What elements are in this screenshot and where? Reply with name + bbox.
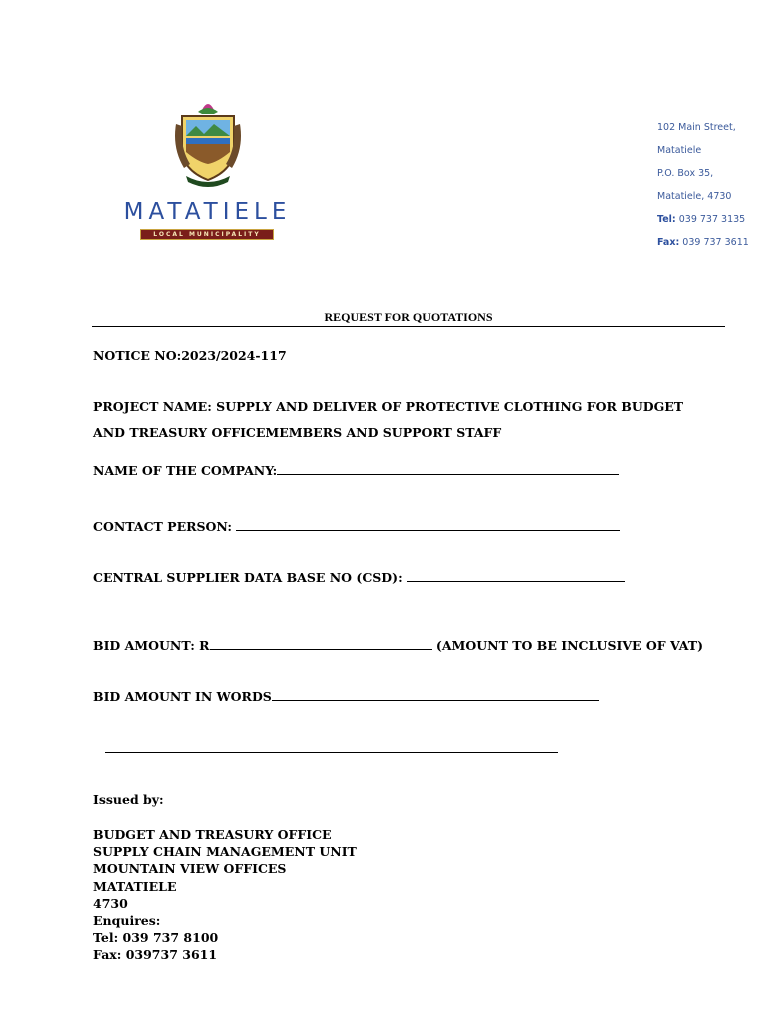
issuer-line: Tel: 039 737 8100 bbox=[93, 930, 219, 946]
address-po-box: P.O. Box 35, bbox=[657, 168, 714, 179]
bid-words-label: BID AMOUNT IN WORDS bbox=[93, 689, 272, 704]
company-name-field[interactable] bbox=[277, 462, 619, 475]
issuer-line: SUPPLY CHAIN MANAGEMENT UNIT bbox=[93, 844, 357, 860]
municipality-subtitle: LOCAL MUNICIPALITY bbox=[140, 229, 274, 240]
contact-person-row bbox=[93, 518, 620, 534]
notice-number: NOTICE NO:2023/2024-117 bbox=[93, 348, 287, 363]
address-tel: Tel: 039 737 3135 bbox=[657, 214, 746, 225]
bid-amount-field[interactable] bbox=[210, 637, 432, 650]
issuer-line: BUDGET AND TREASURY OFFICE bbox=[93, 827, 332, 842]
company-name-label: NAME OF THE COMPANY: bbox=[93, 463, 278, 478]
bid-words-field[interactable] bbox=[272, 688, 599, 701]
document-heading: REQUEST FOR QUOTATIONS bbox=[92, 309, 725, 327]
issuer-line: MATATIELE bbox=[93, 878, 177, 894]
contact-person-field[interactable] bbox=[236, 518, 620, 531]
csd-row bbox=[93, 569, 625, 585]
address-postal: Matatiele, 4730 bbox=[657, 191, 732, 202]
bid-words-continuation-field[interactable] bbox=[105, 752, 558, 753]
address-street: 102 Main Street, bbox=[657, 122, 736, 133]
issued-by-label: Issued by: bbox=[93, 792, 164, 807]
issuer-line: MOUNTAIN VIEW OFFICES bbox=[93, 861, 287, 877]
bid-amount-note: (AMOUNT TO BE INCLUSIVE OF VAT) bbox=[431, 638, 703, 653]
bid-amount-label: BID AMOUNT: R bbox=[93, 638, 210, 653]
contact-person-label: CONTACT PERSON: bbox=[93, 519, 237, 534]
address-block bbox=[657, 121, 767, 259]
bid-words-row bbox=[93, 688, 599, 704]
issuer-line: Fax: 039737 3611 bbox=[93, 947, 218, 963]
issuer-line: Enquires: bbox=[93, 913, 161, 929]
csd-label: CENTRAL SUPPLIER DATA BASE NO (CSD): bbox=[93, 570, 408, 585]
bid-amount-row bbox=[93, 637, 703, 653]
municipal-crest-icon bbox=[168, 96, 248, 192]
csd-number-field[interactable] bbox=[407, 569, 625, 582]
address-fax: Fax: 039 737 3611 bbox=[657, 237, 749, 248]
project-name-line-2: AND TREASURY OFFICEMEMBERS AND SUPPORT STAFF bbox=[93, 425, 502, 440]
municipality-name: MATATIELE bbox=[123, 199, 292, 225]
project-name-line-1: PROJECT NAME: SUPPLY AND DELIVER OF PROTECTIVE CLOTHING FOR BUDGET bbox=[93, 399, 684, 414]
issuer-block bbox=[93, 826, 357, 964]
issuer-line: 4730 bbox=[93, 895, 128, 911]
address-town: Matatiele bbox=[657, 145, 702, 156]
company-name-row bbox=[93, 462, 619, 478]
